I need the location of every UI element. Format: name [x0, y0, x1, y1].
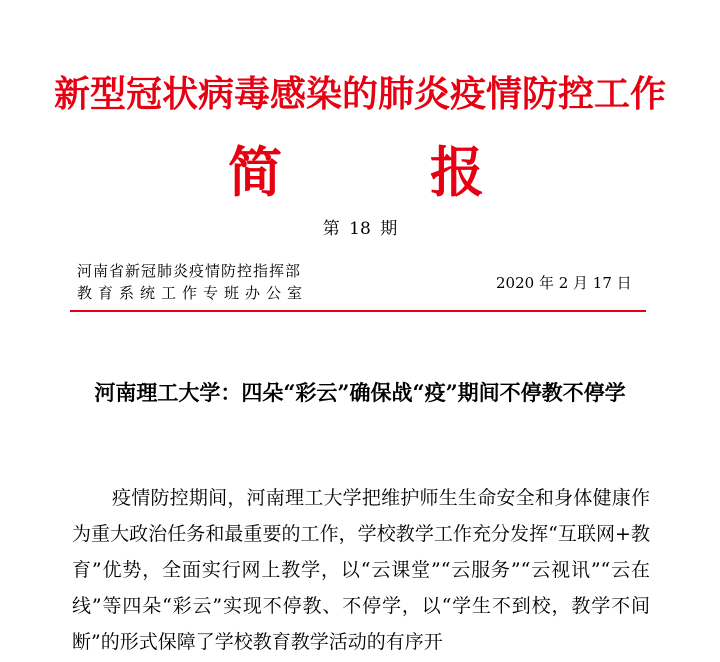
masthead-title: 新型冠状病毒感染的肺炎疫情防控工作	[53, 73, 666, 115]
masthead-divider	[70, 310, 646, 312]
issue-number: 第 18 期	[322, 219, 398, 239]
brief-heading	[0, 140, 720, 210]
issuer-block	[77, 260, 308, 304]
article-body	[72, 480, 650, 660]
brief-char-jian: 简	[228, 141, 282, 204]
issuer-line-1: 河南省新冠肺炎疫情防控指挥部	[77, 262, 302, 280]
article-headline: 河南理工大学：四朵“彩云”确保战“疫”期间不停教不停学	[94, 380, 626, 405]
issuer-line-2: 教育系统工作专班办公室	[77, 284, 309, 302]
article-paragraph: 疫情防控期间，河南理工大学把维护师生生命安全和身体健康作为重大政治任务和最重要的工作，学校教学工作充分发挥“互联网+教育”优势，全面实行网上教学，以“云课堂”“云服务”“云视讯”“云在线”等四朵“彩云”实现不停教、不停学，以“学生不到校，教学不间断”的形式保障了学校教育教学活动的有序开	[72, 487, 650, 653]
brief-char-bao: 报	[430, 141, 484, 204]
issue-date: 2020 年 2 月 17 日	[496, 274, 632, 292]
